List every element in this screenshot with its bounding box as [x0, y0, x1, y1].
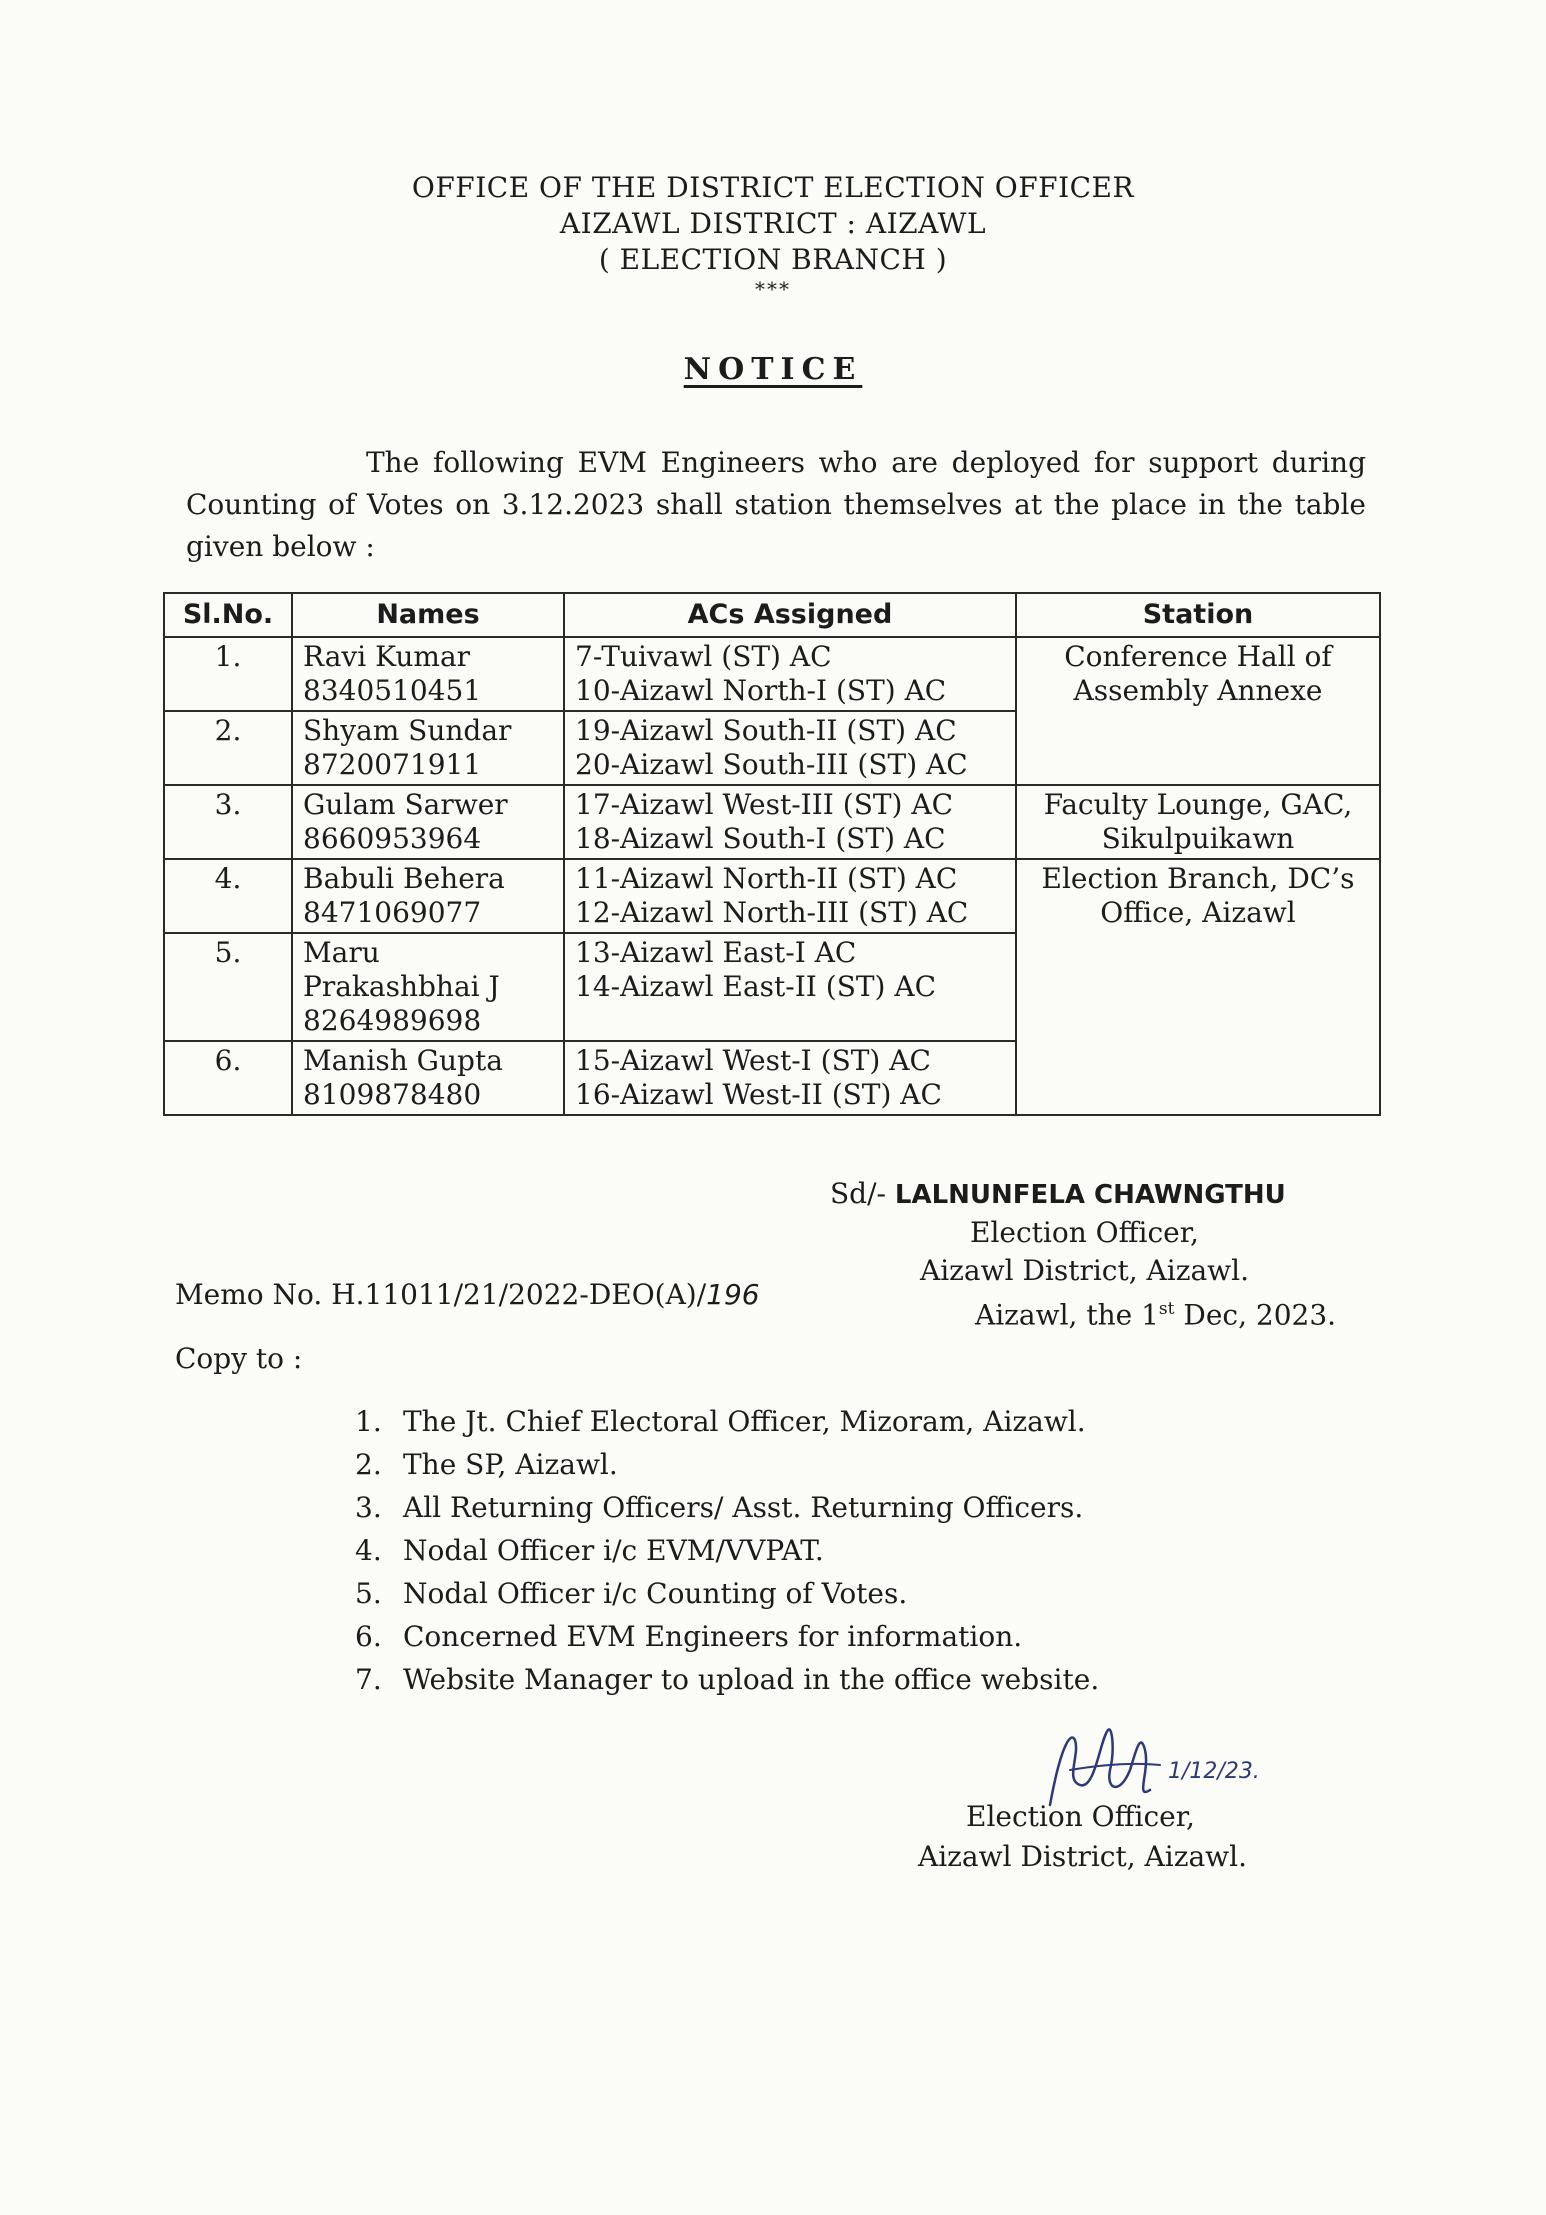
row-sl: 2. [164, 711, 292, 785]
table-row [164, 785, 1380, 859]
memo-number [175, 1278, 760, 1311]
memo-text: Memo No. H.11011/21/2022-DEO(A)/ [175, 1278, 707, 1311]
row-acs-cell [564, 859, 1016, 933]
engineer-name: Gulam Sarwer [303, 788, 508, 821]
list-item: 5. Nodal Officer i/c Counting of Votes. [355, 1577, 908, 1610]
ac-assigned: 14-Aizawl East-II (ST) AC [575, 970, 937, 1003]
intro-paragraph [186, 442, 1366, 568]
header-stars: *** [755, 277, 791, 301]
row-name-cell [292, 1041, 564, 1115]
station-cell [1016, 637, 1380, 785]
station-cell [1016, 785, 1380, 859]
signer-district: Aizawl District, Aizawl. [920, 1254, 1249, 1287]
table-header-row [164, 593, 1380, 637]
header-acs: ACs Assigned [564, 593, 1016, 637]
engineer-phone: 8340510451 [303, 674, 482, 707]
header-line-3: ( ELECTION BRANCH ) [598, 243, 948, 276]
row-sl: 5. [164, 933, 292, 1041]
engineer-phone: 8109878480 [303, 1078, 482, 1111]
engineer-phone: 8471069077 [303, 896, 482, 929]
handwritten-date: 1/12/23. [1168, 1759, 1260, 1784]
date-prefix: Aizawl, the 1 [975, 1298, 1159, 1332]
closing-district: Aizawl District, Aizawl. [918, 1840, 1247, 1873]
engineer-phone: 8720071911 [303, 748, 482, 781]
signer-name: LALNUNFELA CHAWNGTHU [894, 1180, 1286, 1210]
ac-assigned: 15-Aizawl West-I (ST) AC [575, 1044, 931, 1077]
copy-to-list [355, 1400, 1099, 1701]
row-name-cell [292, 785, 564, 859]
station-line: Office, Aizawl [1100, 896, 1296, 929]
engineer-name: Babuli Behera [303, 862, 505, 895]
ac-assigned: 10-Aizawl North-I (ST) AC [575, 674, 947, 707]
row-name-cell [292, 711, 564, 785]
header-slno: Sl.No. [164, 593, 292, 637]
station-line: Conference Hall of [1064, 640, 1332, 673]
list-item: 4. Nodal Officer i/c EVM/VVPAT. [355, 1534, 824, 1567]
signature-date [830, 1290, 1336, 1334]
date-sup: st [1158, 1299, 1175, 1319]
closing-signature [918, 1797, 1247, 1877]
ac-assigned: 18-Aizawl South-I (ST) AC [575, 822, 946, 855]
station-cell [1016, 859, 1380, 1115]
ac-assigned: 16-Aizawl West-II (ST) AC [575, 1078, 942, 1111]
row-name-cell [292, 933, 564, 1041]
header-line-1: OFFICE OF THE DISTRICT ELECTION OFFICER [411, 171, 1135, 204]
ac-assigned: 7-Tuivawl (ST) AC [575, 640, 832, 673]
header-line-2: AIZAWL DISTRICT : AIZAWL [559, 207, 987, 240]
row-sl: 3. [164, 785, 292, 859]
notice-title: NOTICE [683, 352, 863, 387]
row-acs-cell [564, 1041, 1016, 1115]
engineer-name: Maru Prakashbhai J [303, 936, 500, 1003]
copy-to-label: Copy to : [175, 1342, 303, 1375]
engineer-phone: 8264989698 [303, 1004, 482, 1037]
row-sl: 6. [164, 1041, 292, 1115]
row-acs-cell [564, 711, 1016, 785]
station-line: Election Branch, DC’s [1041, 862, 1355, 895]
engineer-phone: 8660953964 [303, 822, 482, 855]
table-row [164, 859, 1380, 933]
header-station: Station [1016, 593, 1380, 637]
intro-text: The following EVM Engineers who are deployed for support during Counting of Votes on 3.12.2023 shall station themselves at the place in the table given below : [186, 446, 1366, 563]
station-line: Sikulpuikawn [1101, 822, 1295, 855]
ac-assigned: 17-Aizawl West-III (ST) AC [575, 788, 954, 821]
row-sl: 1. [164, 637, 292, 711]
row-acs-cell [564, 785, 1016, 859]
station-line: Assembly Annexe [1073, 674, 1323, 707]
engineer-name: Ravi Kumar [303, 640, 471, 673]
row-name-cell [292, 859, 564, 933]
row-acs-cell [564, 637, 1016, 711]
list-item: 7. Website Manager to upload in the office website. [355, 1663, 1100, 1696]
signer-designation: Election Officer, [970, 1216, 1199, 1249]
date-suffix: Dec, 2023. [1174, 1298, 1337, 1332]
ac-assigned: 19-Aizawl South-II (ST) AC [575, 714, 957, 747]
engineer-name: Manish Gupta [303, 1044, 503, 1077]
closing-designation: Election Officer, [966, 1800, 1195, 1833]
row-sl: 4. [164, 859, 292, 933]
ac-assigned: 11-Aizawl North-II (ST) AC [575, 862, 958, 895]
ac-assigned: 12-Aizawl North-III (ST) AC [575, 896, 969, 929]
memo-handwritten: 196 [706, 1278, 760, 1311]
list-item: 1. The Jt. Chief Electoral Officer, Mizoram, Aizawl. [355, 1405, 1086, 1438]
engineer-name: Shyam Sundar [303, 714, 512, 747]
ac-assigned: 13-Aizawl East-I AC [575, 936, 857, 969]
table-row [164, 637, 1380, 711]
list-item: 2. The SP, Aizawl. [355, 1448, 618, 1481]
list-item: 3. All Returning Officers/ Asst. Returning Officers. [355, 1491, 1084, 1524]
deployment-table [163, 592, 1381, 1116]
ac-assigned: 20-Aizawl South-III (ST) AC [575, 748, 968, 781]
list-item: 6. Concerned EVM Engineers for information. [355, 1620, 1023, 1653]
header-names: Names [292, 593, 564, 637]
sd-prefix: Sd/- [830, 1177, 886, 1210]
row-acs-cell [564, 933, 1016, 1041]
signature-block [830, 1175, 1336, 1334]
row-name-cell [292, 637, 564, 711]
office-header [0, 170, 1546, 300]
station-line: Faculty Lounge, GAC, [1043, 788, 1353, 821]
